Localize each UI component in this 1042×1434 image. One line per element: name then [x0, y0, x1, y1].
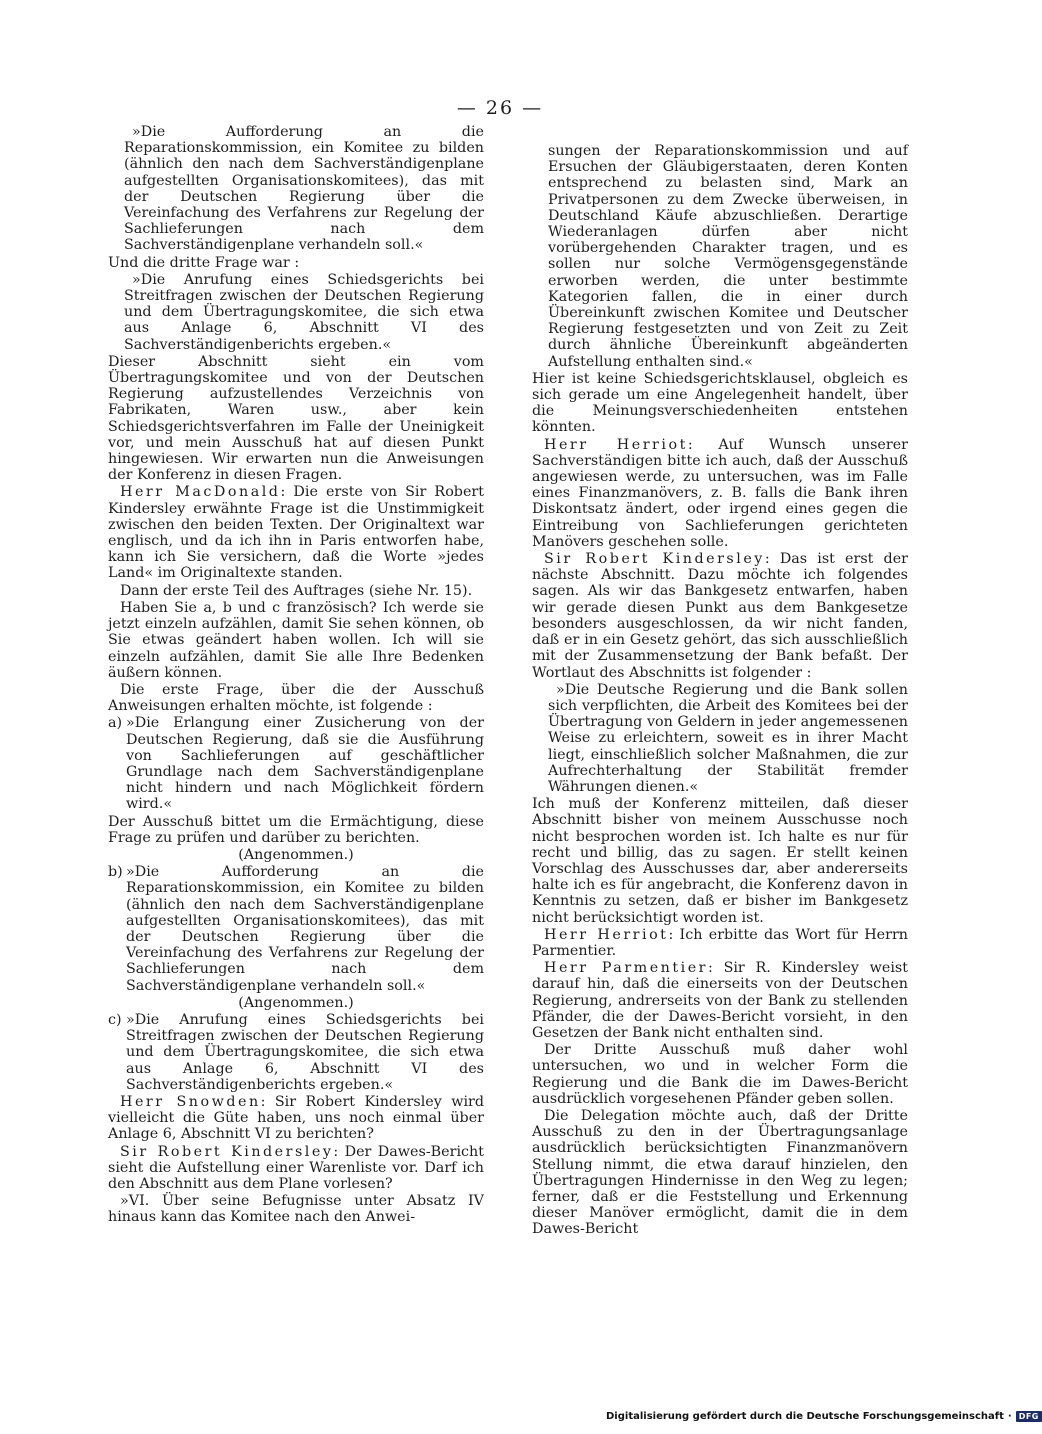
paragraph: Hier ist keine Schiedsgerichtsklausel, obgleich es sich gerade um eine Angelegenheit handelt, über die Meinungsverschiedenheiten entstehen könnten.: [532, 370, 908, 436]
list-text: »Die Aufforderung an die Reparationskommission, ein Komitee zu bilden (ähnlich den nach dem Sachverständigenplane aufgestellten Organisationskomitees), das mit der Deutschen Regierung über die Vereinfachung des Verfahrens zur Regelung der Sachlieferungen nach dem Sachverständigenplane verhandeln soll.«: [126, 864, 484, 994]
speech-paragraph: [108, 484, 484, 581]
footer-text: Digitalisierung gefördert durch die Deutsche Forschungsgemeinschaft: [606, 1411, 1004, 1422]
paragraph: Und die dritte Frage war :: [108, 254, 300, 271]
speech-text: : Sir Robert Kindersley wird vielleicht die Güte haben, uns noch einmal über Anlage 6, Abschnitt VI zu berichten?: [108, 1093, 484, 1143]
left-column: [108, 124, 484, 1227]
digitization-footer: [606, 1411, 1042, 1422]
paragraph: Der Ausschuß bittet um die Ermächtigung, diese Frage zu prüfen und darüber zu berichten.: [108, 813, 484, 846]
speech-text: : Das ist erst der nächste Abschnitt. Dazu möchte ich folgendes sagen. Als wir das Bankgesetz entwarfen, haben wir gerade diesen Punkt aus dem Bankgesetze besonders ausgeschlossen, da wir nicht fanden, daß er in ein Gesetz gehört, das sich ausschließlich mit der Zusammensetzung der Bank befaßt. Der Wortlaut des Abschnitts ist folgender :: [532, 551, 908, 681]
quote-paragraph: »Die Anrufung eines Schiedsgerichts bei Streitfragen zwischen der Deutschen Regierung und dem Übertragungskomitee, die sich etwa aus Anlage 6, Abschnitt VI des Sachverständigenberichts ergeben.«: [124, 271, 484, 353]
list-item-c: [108, 1012, 484, 1093]
paragraph: Dann der erste Teil des Auftrages (siehe Nr. 15).: [120, 582, 473, 599]
quote-paragraph: »VI. Über seine Befugnisse unter Absatz IV hinaus kann das Komitee nach den Anwei-: [108, 1193, 484, 1226]
list-label: b): [108, 864, 123, 881]
accepted-note: (Angenommen.): [238, 846, 354, 863]
speaker-name: Sir Robert Kindersley: [120, 1143, 334, 1160]
list-text: »Die Erlangung einer Zusicherung von der Deutschen Regierung, daß sie die Ausführung von Sachlieferungen auf geschäftlicher Grundlage nach dem Sachverständigenplane nicht hindern und nach Möglichkeit fördern wird.«: [126, 715, 484, 813]
dfg-logo-icon: DFG: [1016, 1411, 1042, 1422]
paragraph: Der Dritte Ausschuß muß daher wohl untersuchen, wo und in welcher Form die Regierung und die Bank die im Dawes-Bericht ausdrücklich vorgesehenen Pfänder geben sollen.: [532, 1042, 908, 1107]
speech-text: : Sir R. Kindersley weist darauf hin, daß die einerseits von der Deutschen Regierung, andrerseits von der Bank zu stellenden Pfänder, die der Dawes-Bericht vorsieht, in den Gesetzen der Bank nicht enthalten sind.: [532, 960, 908, 1041]
accepted-note: (Angenommen.): [238, 994, 354, 1011]
speech-paragraph: [108, 1094, 484, 1143]
speech-text: : Der Dawes-Bericht sieht die Aufstellung einer Warenliste vor. Darf ich den Abschnitt aus dem Plane vorlesen?: [108, 1143, 484, 1192]
speaker-name: Herr MacDonald: [120, 484, 281, 501]
speaker-name: Herr Snowden: [120, 1093, 261, 1110]
speech-text: : Auf Wunsch unserer Sachverständigen bitte ich auch, daß der Ausschuß angewiesen werde, zu untersuchen, was im Falle eines Finanzmanövers, z. B. falls die Bank ihren Diskontsatz ändert, oder irgend eines gegen die Eintreibung von Sachlieferungen gerichteten Manövers geschehen solle.: [532, 436, 908, 550]
footer-separator: ·: [1007, 1411, 1012, 1422]
speech-paragraph: [108, 1144, 484, 1193]
list-item-a: [108, 715, 484, 812]
list-label: c): [108, 1011, 122, 1028]
speech-paragraph: [532, 437, 908, 550]
paragraph: Haben Sie a, b und c französisch? Ich werde sie jetzt einzeln aufzählen, damit Sie sehen können, ob Sie etwas geändert haben wollen. Ich will sie einzeln aufzählen, damit Sie alle Ihre Bedenken äußern können.: [108, 599, 484, 681]
quote-paragraph: sungen der Reparationskommission und auf Ersuchen der Gläubigerstaaten, deren Konten entsprechend zu belasten sind, Mark an Privatpersonen zu dem Zwecke überweisen, in Deutschland Käufe abzuschließen. Derartige Wiederanlagen dürfen aber nicht vorübergehenden Charakter tragen, und es sollen nur solche Vermögensgegenstände erworben werden, die unter bestimmte Kategorien fallen, die in einer durch Übereinkunft zwischen Komitee und Deutscher Regierung festgesetzten und von Zeit zu Zeit durch ähnliche Übereinkunft abgeänderten Aufstellung enthalten sind.«: [548, 143, 908, 370]
list-text: »Die Anrufung eines Schiedsgerichts bei Streitfragen zwischen der Deutschen Regierung und dem Übertragungskomitee, die sich etwa aus Anlage 6, Abschnitt VI des Sachverständigenberichts ergeben.«: [126, 1011, 484, 1093]
speaker-name: Sir Robert Kindersley: [544, 551, 765, 568]
quote-paragraph: »Die Deutsche Regierung und die Bank sollen sich verpflichten, die Arbeit des Komitees bei der Übertragung von Geldern in jeder angemessenen Weise zu erleichtern, soweit es in ihrer Macht liegt, einschließlich solcher Maßnahmen, die zur Aufrechterhaltung der Stabilität fremder Währungen dienen.«: [548, 681, 908, 795]
speech-paragraph: [532, 551, 908, 681]
speech-paragraph: [532, 960, 908, 1041]
right-column: [532, 143, 908, 1239]
paragraph: Die Delegation möchte auch, daß der Dritte Ausschuß zu den in der Übertragungsanlage ausdrücklich berücksichtigten Finanzmanövern Stellung nimmt, die etwa darauf hinzielen, den Übertragungen Hindernisse in den Weg zu legen; ferner, daß er die Feststellung und Erkennung dieser Manöver ermöglicht, damit die in dem Dawes-Bericht: [532, 1107, 908, 1238]
speech-text: : Ich erbitte das Wort für Herrn Parmentier.: [532, 926, 908, 959]
speaker-name: Herr Parmentier: [544, 960, 709, 977]
list-label: a): [108, 715, 123, 732]
speaker-name: Herr Herriot: [544, 926, 669, 943]
paragraph: Dieser Abschnitt sieht ein vom Übertragungskomitee und von der Deutschen Regierung aufzustellendes Verzeichnis von Fabrikaten, Waren usw., aber kein Schiedsgerichtsverfahren im Falle der Uneinigkeit vor, und mein Ausschuß hat auf diesen Punkt hingewiesen. Wir erwarten nun die Anweisungen der Konferenz in diesen Fragen.: [108, 353, 484, 484]
speech-text: : Die erste von Sir Robert Kindersley erwähnte Frage ist die Unstimmigkeit zwischen den beiden Texten. Der Originaltext war englisch, und da ich ihn in Paris entworfen habe, kann ich Sie versichern, daß die Worte »jedes Land« im Originaltexte standen.: [108, 484, 484, 582]
paragraph: Die erste Frage, über die der Ausschuß Anweisungen erhalten möchte, ist folgende :: [108, 681, 484, 715]
page-number: — 26 —: [456, 97, 544, 119]
speaker-name: Herr Herriot: [544, 436, 688, 453]
quote-paragraph: »Die Aufforderung an die Reparationskommission, ein Komitee zu bilden (ähnlich den nach dem Sachverständigenplane aufgestellten Organisationskomitees), das mit der Deutschen Regierung über die Vereinfachung des Verfahrens zur Regelung der Sachlieferungen nach dem Sachverständigenplane verhandeln soll.«: [124, 124, 484, 254]
list-item-b: [108, 864, 484, 994]
paragraph: Ich muß der Konferenz mitteilen, daß dieser Abschnitt bisher von meinem Ausschusse noch nicht besprochen worden ist. Ich halte es nur für recht und billig, das zu sagen. Er stellt keinen Vorschlag des Ausschusses dar, aber andererseits halte ich es für angebracht, die Konferenz davon in Kenntnis zu setzen, daß er bisher im Bankgesetz nicht berücksichtigt worden ist.: [532, 796, 908, 926]
speech-paragraph: [532, 927, 908, 959]
